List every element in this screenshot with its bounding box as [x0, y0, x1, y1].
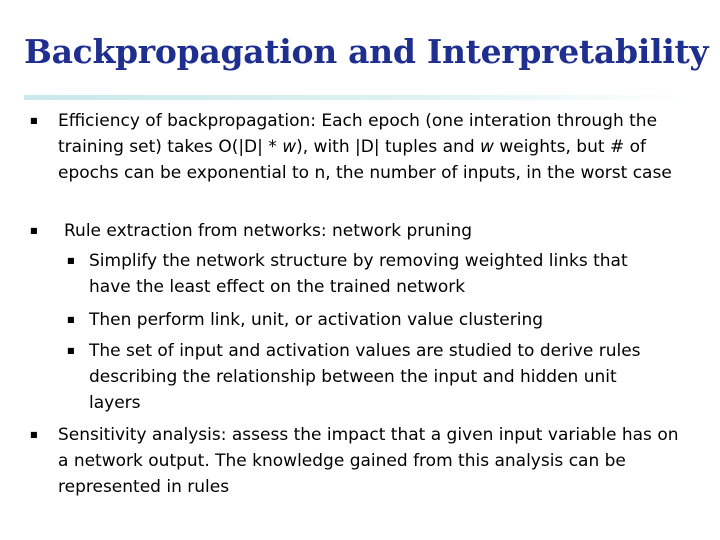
- bullet-efficiency: [30, 108, 690, 186]
- sub-bullet-marker: ■: [67, 315, 75, 324]
- sub-bullet-marker: ■: [67, 346, 75, 355]
- slide-title: Backpropagation and Interpretability: [24, 32, 709, 71]
- bullet-text: Efficiency of backpropagation: Each epoch (one interation through the training set) takes O(|D| * w), with |D| tuples and w weights, but # of epochs can be exponential to n, the number of inputs, in the worst case: [58, 111, 672, 183]
- title-underline: [24, 95, 690, 100]
- sub-bullet-text: Simplify the network structure by removing weighted links that have the least effect on the trained network: [89, 251, 628, 297]
- bullet-marker: ■: [30, 226, 38, 235]
- bullet-marker: ■: [30, 116, 38, 125]
- bullet-sensitivity-analysis: [30, 422, 690, 500]
- bullet-text: Rule extraction from networks: network pruning: [64, 221, 473, 241]
- sub-bullet-derive-rules: [67, 338, 657, 416]
- bullet-rule-extraction: [30, 218, 690, 244]
- sub-bullet-clustering: [67, 307, 657, 333]
- bullet-marker: ■: [30, 430, 38, 439]
- sub-bullet-text: Then perform link, unit, or activation value clustering: [89, 310, 544, 330]
- sub-bullet-simplify: [67, 248, 657, 300]
- bullet-text: Sensitivity analysis: assess the impact that a given input variable has on a network output. The knowledge gained from this analysis can be represented in rules: [58, 425, 679, 497]
- sub-bullet-marker: ■: [67, 256, 75, 265]
- sub-bullet-text: The set of input and activation values are studied to derive rules describing the relationship between the input and hidden unit layers: [89, 341, 641, 413]
